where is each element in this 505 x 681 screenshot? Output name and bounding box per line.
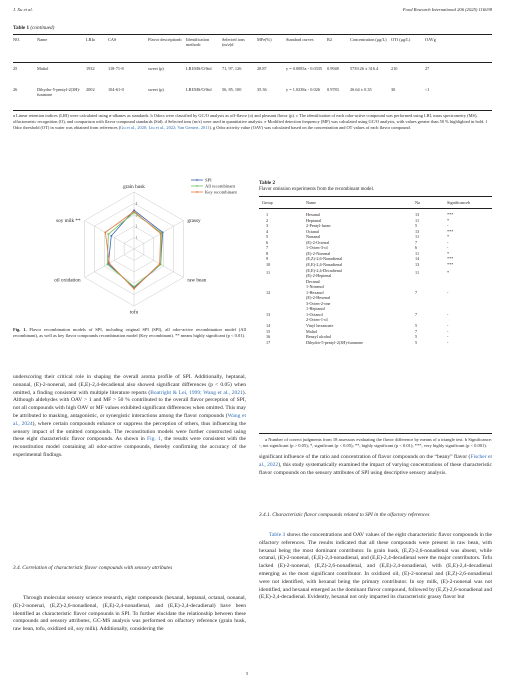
table2-cell-n: 11	[415, 250, 420, 256]
legend-marker	[196, 179, 198, 181]
table2-cell-s: ***	[447, 228, 454, 234]
table1-continued: (continued)	[30, 25, 55, 31]
table2-cell-g: 11	[266, 270, 271, 276]
table1-cell-no: 26	[13, 87, 18, 92]
table1-header-cell: Identification methodc	[186, 37, 210, 48]
table2-cell-s: *	[447, 270, 450, 276]
table2-cell-name: 1-Hexanol	[306, 289, 324, 295]
table2-cell-name: Vinyl hexanoate	[306, 323, 334, 328]
table1-cell-ot: 210	[391, 66, 398, 71]
radar-tick-label: 1	[135, 236, 138, 241]
table2-cell-name: 1-Octen-3-ol	[306, 245, 328, 251]
table1-cell-ions: 71, 97, 126	[222, 66, 242, 71]
table1-cell-desc: sweet (p)	[148, 66, 164, 71]
table1-cell-method: LRI/MS/O/Std	[186, 66, 212, 71]
table2-cell-name: 3-Octen-2-one	[306, 300, 331, 306]
figure-reference-link[interactable]: Fig. 1	[147, 436, 161, 443]
table2-cell-s: *	[447, 250, 450, 256]
running-header	[13, 7, 492, 16]
table1-cell-conc: 5739.26 ± 316.4	[350, 66, 379, 71]
table1-bottom-rule	[13, 110, 492, 111]
figure1-caption: Fig. 1. Flavor recombination models of SPI, including original SPI (SPI), all odor-active recombination model (All recombinant), as well as key flavor compounds recombination model (Key recombinant). ** means highly significant (p < 0.01).	[13, 327, 246, 339]
table2-cell-g: 9	[266, 256, 269, 262]
radar-point	[133, 288, 135, 290]
table2-cell-name: 2-Pentyl-furan	[306, 223, 331, 229]
table1-cell-ions: 56, 85, 100	[222, 87, 242, 92]
table1-header-cell: Name	[37, 37, 48, 42]
table2-cell-name: (E)-2-Octenal	[306, 239, 330, 245]
table1-cell-lri: 2002	[86, 87, 95, 92]
table2-cell-name: Hexanal	[306, 212, 320, 217]
table1-header-cell: Concentration (μg/L)	[350, 37, 387, 42]
radar-axis-label: oil oxidation	[54, 277, 81, 284]
table1-top-rule	[13, 34, 492, 35]
table2-top-rule	[259, 196, 492, 197]
table2-cell-g: 5	[266, 234, 269, 240]
table2-cell-n: 13	[415, 212, 420, 217]
radar-spoke	[85, 221, 134, 250]
radar-axis-label: grain husk	[123, 184, 145, 190]
table1-cell-curve: y = 0.0083x - 0.0335	[286, 66, 323, 71]
table1-cell-r2: 0.9948	[327, 66, 339, 71]
radar-axis-label: grassy	[187, 218, 201, 224]
table1-footnote: a Linear retention indices (LRI) were calculated using n-alkanes as standards. b Odors were classified by GC/O analysis as off-flavor (o) and pleasant flavor (p). c The identification of each odor-active compound was performed using LRI, mass spectrometry (MS), olfactometric recognition (O), and comparison with flavor compound standards (Std). d Selected ions (m/z) were used in quantitative analysis. e Modified detection frequency (MF) was calculated using GC/O analysis, with values greater than 50 % highlighted in bold. f Odor threshold (OT) in water was obtained from references (Gu et al., 2020; Liu et al., 2022; Van Gemert, 2011). g Odor activity value (OAV) was calculated based on the concentration and OT values of each flavor compound.	[13, 113, 487, 131]
table2-cell-n: 11	[415, 270, 420, 276]
table2-header-cell: Na	[415, 200, 420, 205]
legend-marker	[196, 185, 198, 187]
table2-cell-g: 1	[266, 212, 269, 217]
legend-label: SPI	[205, 177, 212, 183]
table2-cell-g: 15	[266, 328, 271, 334]
table1-header-cell: Flavor descriptionb	[148, 37, 182, 42]
radar-tick-label: 4	[135, 201, 138, 206]
footnote-citation-link[interactable]: Gu et al., 2020; Liu et al., 2022; Van Gemert, 2011	[120, 125, 210, 131]
table2-cell-n: 11	[415, 234, 420, 240]
radar-point	[106, 263, 108, 265]
radar-axis-label: raw bean	[187, 277, 207, 284]
table2-cell-n: 7	[415, 311, 418, 317]
table2-cell-s: ***	[447, 261, 454, 267]
table2-footnote: a Number of correct judgments from 18 assessors evaluating the flavor difference by means of a triangle test. b Significance: -, not significant (p > 0.05); *, significant (p < 0.05); **, highly significant (p < 0.01); ***, very highly significant (p < 0.001).	[259, 437, 492, 449]
table2-cell-name: Octanal	[306, 228, 320, 234]
right-column-paragraph-2: Table 3 shows the concentrations and OAV values of the eight characteristic flavor compounds in the olfactory references. The results indicated that all these compounds were present in raw bean, with hexanal being the most dominant contributor. In grain husk, (E,Z)-2,6-nonadienal was absent, while octanal, (E)-2-nonenal, (E,E)-2,4-nonadienal, and (E,E)-2,4-decadienal were the major contributors. Tofu lacked (E)-2-nonenal, (E,Z)-2,6-nonadienal, and (E,E)-2,4-nonadienal, with (E,E)-2,4-decadienal emerging as the most significant contributor. In oxidized oil, (E)-2-nonenal and (E,Z)-2,6-nonadienal were not identified, with hexanal being the primary contributor. In soy milk, (E)-2-nonenal was not identified, and hexanal emerged as the dominant flavor compound, followed by (E,Z)-2,6-nonadienal and (E,E)-2,4-decadienal. Evidently, hexanal not only imparted its characteristic grassy flavor but	[259, 532, 492, 601]
table2-cell-s: -	[447, 339, 449, 345]
table2-cell-s: -	[447, 223, 449, 229]
radar-point	[159, 263, 161, 265]
table2-cell-s: -	[447, 289, 449, 295]
table2-cell-g: 12	[266, 289, 271, 295]
table2-cell-g: 4	[266, 228, 269, 234]
radar-axis-label: soy milk **	[56, 218, 81, 224]
table2-cell-n: 5	[415, 339, 418, 345]
table1-cell-cas: 118-71-8	[108, 66, 124, 71]
table1-cell-ot: 30	[391, 87, 396, 92]
section-heading-3-4-1: 3.4.1. Characteristic flavor compounds related to SPI in the olfactory references	[259, 512, 430, 518]
table2-cell-g: 16	[266, 334, 271, 340]
table2-cell-name: 1-Octanol	[306, 311, 323, 317]
table2-cell-s: *	[447, 234, 450, 240]
table2-cell-name: 1-Nonenol	[306, 284, 324, 290]
table1-cell-oav: 27	[425, 66, 430, 71]
table1-header-cell: R2	[327, 37, 333, 42]
radar-point	[110, 235, 112, 237]
table1-cell-lri: 1932	[86, 66, 95, 71]
legend-label: All recombinant	[205, 183, 235, 189]
table2-bottom-rule	[259, 433, 492, 434]
table1-cell-name: Dihydro-5-pentyl-2(3H)-furanone	[37, 87, 81, 98]
table2-header-cell: Significanceb	[447, 200, 471, 205]
table2-cell-n: 7	[415, 328, 418, 334]
table2-cell-n: 14	[415, 256, 420, 262]
table2-cell-g: 3	[266, 223, 269, 229]
table2-cell-name: Maltol	[306, 328, 318, 334]
table1-header-cell: Standard curves	[286, 37, 314, 42]
table1-cell-curve: y = 1.0238x - 0.026	[286, 87, 320, 92]
right-column-paragraph-1: significant influence of the ratio and concentration of flavor compounds on the “beany” flavor (Fischer et al., 2022), this study systematically examined the impact of varying concentrations of these characteristic flavor compounds on the sensory attributes of SPI using descriptive sensory analysis.	[259, 454, 492, 476]
table2-cell-g: 7	[266, 245, 269, 251]
table2-cell-s: *	[447, 217, 450, 223]
radar-axis-label: tofu	[129, 309, 139, 316]
table2-cell-s: -	[447, 311, 449, 317]
legend-label: Key recombinant	[205, 189, 237, 195]
radar-tick-label: 3	[135, 213, 138, 218]
table1-cell-no: 25	[13, 66, 18, 71]
figure1-radar-chart	[13, 174, 253, 324]
radar-series-line	[105, 211, 160, 289]
table-reference-link[interactable]: Table 3	[269, 532, 286, 538]
table1-cell-conc: 26.64 ± 0.35	[350, 87, 372, 92]
table1-header-cell: NO.	[13, 37, 21, 42]
table2-cell-s: ***	[447, 212, 454, 217]
table2-cell-n: 7	[415, 289, 418, 295]
table1-header-cell: Selected ions (m/z)d	[222, 37, 245, 48]
table2-header-cell: Name	[306, 200, 316, 205]
table2-cell-name: (E,E)-2,4-Nonadienal	[306, 261, 343, 267]
citation-link[interactable]: Boatright & Lei, 1999; Wang et al., 2021	[150, 389, 243, 396]
table1-header-cell: MFe(%)	[257, 37, 272, 42]
table2-cell-g: 6	[266, 239, 269, 245]
journal-header: Food Research International 206 (2025) 116038	[402, 7, 492, 12]
table2-cell-n: 13	[415, 228, 420, 234]
table2-cell-name: 2-Octen-1-ol	[306, 317, 328, 323]
radar-tick-label: 2	[135, 224, 138, 229]
table2-cell-n: 6	[415, 245, 418, 251]
left-column-paragraph-1: underscoring their critical role in shaping the overall aroma profile of SPI. Additionally, heptanal, nonanal, (E)-2-nonenal, and (E,E)-2,4-decadienal also showed significant differences (p < 0.05) when omitted, a finding consistent with multiple literature reports (Boatright & Lei, 1999; Wang et al., 2021). Although aldehydes with OAV > 1 and MF > 50 % contributed to the overall flavor perception of SPI, not all compounds with high OAV or MF values exhibited significant differences when omitted. This may be attributed to masking, antagonistic, or synergistic interactions among the flavor compounds (Wang et al., 2024), where certain compounds enhance or suppress the perception of others, thus influencing the sensory impact of the omitted compounds. The reconstitution models were further constructed using these eight characteristic flavor compounds. As shown in Fig. 1, the results were consistent with the reconstitution model containing all odor-active compounds, thereby confirming the accuracy of the experimental findings.	[13, 374, 247, 458]
table2-cell-s: -	[447, 239, 449, 245]
table2-header-rule	[259, 208, 492, 209]
table2-cell-g: 10	[266, 261, 271, 267]
table2-cell-name: Heptanal	[306, 217, 322, 223]
table2-cell-g: 13	[266, 311, 271, 317]
table2-cell-g: 2	[266, 217, 269, 223]
table2-cell-n: 7	[415, 239, 418, 245]
legend-marker	[196, 191, 198, 193]
table2-cell-s: ***	[447, 256, 454, 262]
radar-point	[133, 286, 135, 288]
table1-cell-name: Maltol	[37, 66, 49, 71]
table2-cell-name: (E,Z)-2,6-Nonadienal	[306, 256, 343, 262]
table1-header-rule	[13, 62, 492, 63]
table2-title: Table 2	[259, 180, 276, 186]
table1-cell-desc: sweet (p)	[148, 87, 164, 92]
table2-cell-name: 1-Heptanol	[306, 306, 325, 312]
radar-series-line	[108, 210, 162, 288]
table2-cell-n: 5	[415, 223, 418, 229]
table2-cell-s: -	[447, 323, 449, 328]
table2-cell-g: 8	[266, 250, 269, 256]
table1-cell-cas: 104-61-0	[108, 87, 124, 92]
table1-header-cell: OTf (μg/L)	[391, 37, 411, 42]
left-column-paragraph-2: Through molecular sensory science research, eight compounds (hexanal, heptanal, octanal, nonanal, (E)-2-nonenal, (E,Z)-2,6-nonadienal, (E,E)-2,4-nonadienal, and (E,E)-2,4-decadienal) have been identified as characteristic flavor compounds in SPI. To further elucidate the relationship between these compounds and sensory attributes, GC-MS analysis was performed on olfactory reference (grain husk, raw bean, tofu, oxidized oil, soy milk). Additionally, considering the	[13, 595, 246, 633]
radar-point	[108, 262, 110, 264]
radar-point	[107, 233, 109, 235]
author-header: J. Xu et al.	[13, 7, 33, 12]
table2-header-cell: Group	[262, 200, 273, 205]
table2-subtitle: Flavor omission experiments from the recombinant model.	[259, 187, 375, 192]
table1-cell-mf: 28.87	[257, 66, 267, 71]
table2-cell-name: (E)-2-Hexenal	[306, 295, 331, 301]
table2-cell-n: 13	[415, 261, 420, 267]
citation-link[interactable]: Wang et al., 2024	[13, 412, 246, 427]
table2-cell-name: Decanal	[306, 278, 320, 284]
table2-cell-name: (E,E)-2,4-Decadienal	[306, 267, 342, 273]
table2-cell-n: 11	[415, 217, 420, 223]
table2-cell-g: 17	[266, 339, 271, 345]
table1-header-cell: OAVg	[425, 37, 436, 42]
table2-cell-name: Dihydro-5-pentyl-2(3H)-furanone	[306, 339, 363, 345]
table2-cell-n: 5	[415, 334, 418, 340]
citation-link[interactable]: Fischer et al., 2022	[259, 454, 492, 468]
table2-cell-name: (E)-2-Nonenal	[306, 250, 331, 256]
table1-cell-r2: 0.9783	[327, 87, 339, 92]
radar-point	[133, 210, 135, 212]
table1-cell-mf: 35.36	[257, 87, 267, 92]
table2-cell-name: Nonanal	[306, 234, 321, 240]
section-heading-3-4: 3.4. Correlation of characteristic flavor compounds with sensory attributes	[13, 565, 173, 571]
radar-spoke	[134, 221, 183, 250]
radar-spoke	[134, 249, 183, 278]
table2-cell-s: -	[447, 245, 449, 251]
radar-point	[104, 232, 106, 234]
table1-header-cell: CAS	[108, 37, 117, 42]
table1-caption: Table 1 (continued)	[13, 25, 55, 31]
page-number: 5	[246, 671, 249, 676]
table1-cell-method: LRI/MS/O/Std	[186, 87, 212, 92]
table1-cell-oav: <1	[425, 87, 430, 92]
table2-cell-g: 14	[266, 323, 271, 328]
table2-cell-name: (E)-2-Heptenal	[306, 273, 332, 279]
table2-cell-s: -	[447, 334, 449, 340]
table2-cell-n: 5	[415, 323, 418, 328]
table2-cell-name: Benzyl alcohol	[306, 334, 332, 340]
radar-point	[160, 233, 162, 235]
table1-header-cell: LRIa	[86, 37, 95, 42]
table2-cell-s: -	[447, 328, 449, 334]
